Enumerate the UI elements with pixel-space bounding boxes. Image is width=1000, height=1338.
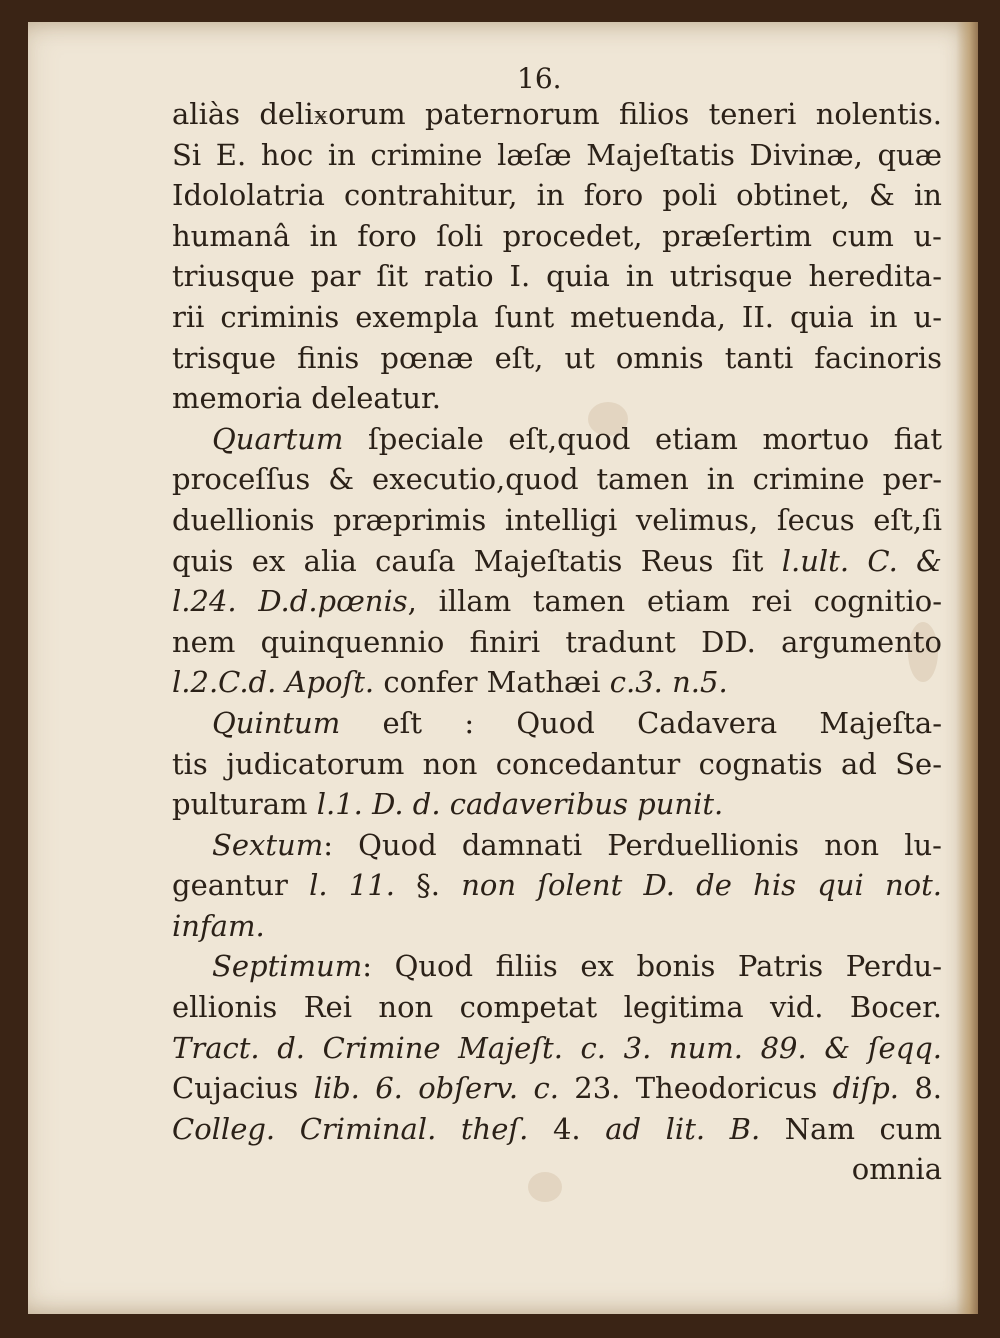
text-line: humanâ in foro ſoli procedet, præſertim cum u- (172, 218, 942, 253)
text-span: 4. (528, 1111, 606, 1146)
legal-citation: non ſolent D. de his qui not. (461, 868, 942, 903)
page-edge-shadow (956, 22, 978, 1314)
text-span: Nam cum (760, 1111, 942, 1146)
paragraph-lead: Sextum (212, 827, 324, 862)
paragraph-lead: Septimum (212, 949, 363, 984)
legal-citation: l.2.C.d. Apoſt. (172, 665, 375, 700)
text-span: geantur (172, 868, 310, 903)
legal-citation: Tract. d. Crimine Majeſt. c. 3. num. 89. & ſeqq. (172, 1030, 942, 1065)
legal-citation: lib. 6. obſerv. c. (313, 1071, 559, 1106)
text-line: triusque par ſit ratio I. quia in utrisque heredita- (172, 259, 942, 294)
text-line: ellionis Rei non competat legitima vid. Bocer. (172, 990, 942, 1025)
text-span: confer Mathæi (374, 665, 610, 700)
paragraph-lead: Quintum (212, 705, 341, 740)
paragraph-lead: Quartum (212, 421, 344, 456)
text-line (172, 1068, 942, 1109)
text-span: 23. Theodoricus (558, 1071, 833, 1106)
paragraph-sextum-line (172, 825, 942, 866)
text-span: : Quod damnati Perduellionis non lu- (323, 827, 942, 862)
text-span: quis ex alia cauſa Majeſtatis Reus ſit (172, 543, 782, 578)
legal-citation: Colleg. Criminal. theſ. (172, 1111, 529, 1146)
catchword: omnia (851, 1152, 942, 1187)
text-span: : Quod filiis ex bonis Patris Perdu- (362, 949, 942, 984)
text-line: aliàs deliӿorum paternorum filios teneri nolentis. (172, 97, 942, 131)
text-line: duellionis præprimis intelligi velimus, ſecus eſt,ſi (172, 502, 942, 537)
text-line (172, 541, 942, 582)
text-line (172, 581, 942, 622)
body-text (172, 94, 942, 1190)
text-span: pulturam (172, 787, 317, 822)
legal-citation: c.3. n.5. (609, 665, 728, 700)
text-line (172, 1028, 942, 1069)
text-line (172, 906, 942, 947)
page-number: 16. (517, 62, 562, 95)
text-line: proceſſus & executio,quod tamen in crimine per- (172, 462, 942, 497)
text-span: eſt : Quod Cadavera Majeſta- (340, 705, 942, 740)
text-span: 8. (899, 1071, 942, 1106)
text-line: nem quinquennio finiri tradunt DD. argumento (172, 624, 942, 659)
paragraph-quintum-line (172, 703, 942, 744)
text-span: Cujacius (172, 1071, 314, 1106)
text-span: ſpeciale eſt,quod etiam mortuo fiat (343, 421, 942, 456)
text-line (172, 784, 942, 825)
text-line (172, 662, 942, 703)
legal-citation: ad lit. B. (605, 1111, 761, 1146)
text-line: Idololatria contrahitur, in foro poli obtinet, & in (172, 178, 942, 213)
text-line (172, 865, 942, 906)
legal-citation: l. 11. (309, 868, 395, 903)
legal-citation: l.1. D. d. cadaveribus punit. (316, 787, 724, 822)
text-line: tis judicatorum non concedantur cognatis ad Se- (172, 746, 942, 781)
text-line (172, 1109, 942, 1150)
text-line: trisque finis pœnæ eſt, ut omnis tanti facinoris (172, 340, 942, 375)
legal-citation: diſp. (832, 1071, 899, 1106)
text-span: , illam tamen etiam rei cognitio- (407, 584, 942, 619)
text-line: Si E. hoc in crimine læſæ Majeſtatis Divinæ, quæ (172, 137, 942, 172)
paragraph-quartum-line (172, 419, 942, 460)
legal-citation: l.24. D.d.pœnis (172, 584, 408, 619)
text-line: rii criminis exempla ſunt metuenda, II. quia in u- (172, 299, 942, 334)
text-span: §. (395, 868, 462, 903)
legal-citation: l.ult. C. & (781, 543, 942, 578)
paragraph-septimum-line (172, 946, 942, 987)
text-line: memoria deleatur. (172, 381, 441, 416)
legal-citation: infam. (172, 908, 265, 943)
